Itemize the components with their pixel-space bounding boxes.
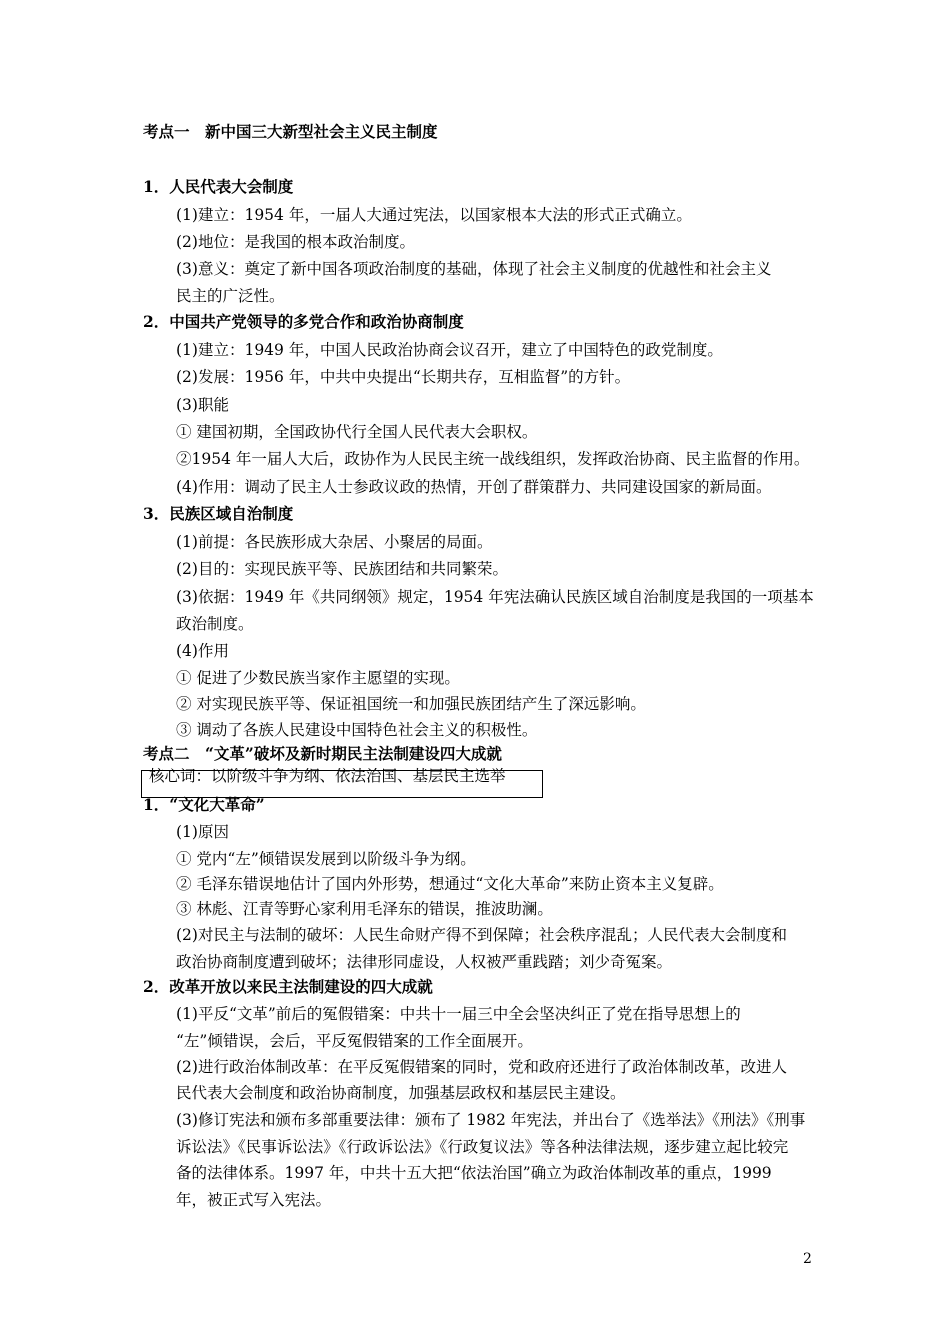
s1-item3-line: ② 对实现民族平等、保证祖国统一和加强民族团结产生了深远影响。 — [176, 695, 646, 713]
s2-item2-line: 备的法律体系。1997 年，中共十五大把“依法治国”确立为政治体制改革的重点，1999 — [176, 1164, 772, 1182]
s2-item2-line: 诉讼法》《民事诉讼法》《行政诉讼法》《行政复议法》等各种法律法规，逐步建立起比较完 — [176, 1138, 789, 1156]
s2-item1-line: (1)原因 — [176, 823, 229, 841]
keywords-text: 核心词：以阶级斗争为纲、依法治国、基层民主选举 — [149, 767, 506, 785]
s2-item1-line: (2)对民主与法制的破坏：人民生命财产得不到保障；社会秩序混乱；人民代表大会制度和 — [176, 926, 787, 944]
s1-item1-line: 民主的广泛性。 — [176, 287, 285, 305]
s2-item1-line: ① 党内“左”倾错误发展到以阶级斗争为纲。 — [176, 850, 476, 868]
s2-item1-line: ③ 林彪、江青等野心家利用毛泽东的错误，推波助澜。 — [176, 900, 553, 918]
s1-item3-line: 政治制度。 — [176, 615, 254, 633]
s1-item3-line: (4)作用 — [176, 642, 229, 660]
s2-item2-line: 年，被正式写入宪法。 — [176, 1191, 332, 1209]
s1-item2-line: (1)建立：1949 年，中国人民政治协商会议召开，建立了中国特色的政党制度。 — [176, 341, 723, 359]
s1-item1-line: (3)意义：奠定了新中国各项政治制度的基础，体现了社会主义制度的优越性和社会主义 — [176, 260, 772, 278]
s1-item3-title: 3．民族区域自治制度 — [143, 504, 294, 523]
s1-item3-line: (1)前提：各民族形成大杂居、小聚居的局面。 — [176, 533, 493, 551]
s2-item1-line: ② 毛泽东错误地估计了国内外形势，想通过“文化大革命”来防止资本主义复辟。 — [176, 875, 724, 893]
page-number: 2 — [803, 1251, 812, 1267]
s1-item1-title: 1．人民代表大会制度 — [143, 177, 294, 196]
s1-item2-line: (3)职能 — [176, 396, 229, 414]
section1-heading: 考点一 新中国三大新型社会主义民主制度 — [143, 122, 438, 141]
s1-item3-line: (3)依据：1949 年《共同纲领》规定，1954 年宪法确认民族区域自治制度是我国的一项基本 — [176, 588, 814, 606]
s1-item2-line: ②1954 年一届人大后，政协作为人民民主统一战线组织，发挥政治协商、民主监督的作用。 — [176, 450, 810, 468]
s2-item2-line: 民代表大会制度和政治协商制度，加强基层政权和基层民主建设。 — [176, 1084, 626, 1102]
s1-item3-line: (2)目的：实现民族平等、民族团结和共同繁荣。 — [176, 560, 508, 578]
s1-item2-line: (4)作用：调动了民主人士参政议政的热情，开创了群策群力、共同建设国家的新局面。 — [176, 478, 772, 496]
s2-item1-line: 政治协商制度遭到破坏；法律形同虚设，人权被严重践踏；刘少奇冤案。 — [176, 953, 673, 971]
s1-item2-line: (2)发展：1956 年，中共中央提出“长期共存，互相监督”的方针。 — [176, 368, 631, 386]
s2-item2-line: (1)平反“文革”前后的冤假错案：中共十一届三中全会坚决纠正了党在指导思想上的 — [176, 1005, 741, 1023]
s1-item3-line: ③ 调动了各族人民建设中国特色社会主义的积极性。 — [176, 721, 538, 739]
s2-item2-title: 2．改革开放以来民主法制建设的四大成就 — [143, 977, 433, 996]
section2-heading: 考点二 “文革”破坏及新时期民主法制建设四大成就 — [143, 744, 502, 763]
s1-item2-line: ① 建国初期，全国政协代行全国人民代表大会职权。 — [176, 423, 538, 441]
s1-item1-line: (2)地位：是我国的根本政治制度。 — [176, 233, 415, 251]
s2-item2-line: (3)修订宪法和颁布多部重要法律：颁布了 1982 年宪法，并出台了《选举法》《刑法》《刑事 — [176, 1111, 806, 1129]
s1-item1-line: (1)建立：1954 年，一届人大通过宪法，以国家根本大法的形式正式确立。 — [176, 206, 692, 224]
s2-item2-line: (2)进行政治体制改革：在平反冤假错案的同时，党和政府还进行了政治体制改革，改进人 — [176, 1058, 787, 1076]
s2-item2-line: “左”倾错误，会后，平反冤假错案的工作全面展开。 — [176, 1032, 533, 1050]
s2-item1-title: 1．“文化大革命” — [143, 795, 265, 814]
s1-item3-line: ① 促进了少数民族当家作主愿望的实现。 — [176, 669, 460, 687]
s1-item2-title: 2．中国共产党领导的多党合作和政治协商制度 — [143, 312, 464, 331]
